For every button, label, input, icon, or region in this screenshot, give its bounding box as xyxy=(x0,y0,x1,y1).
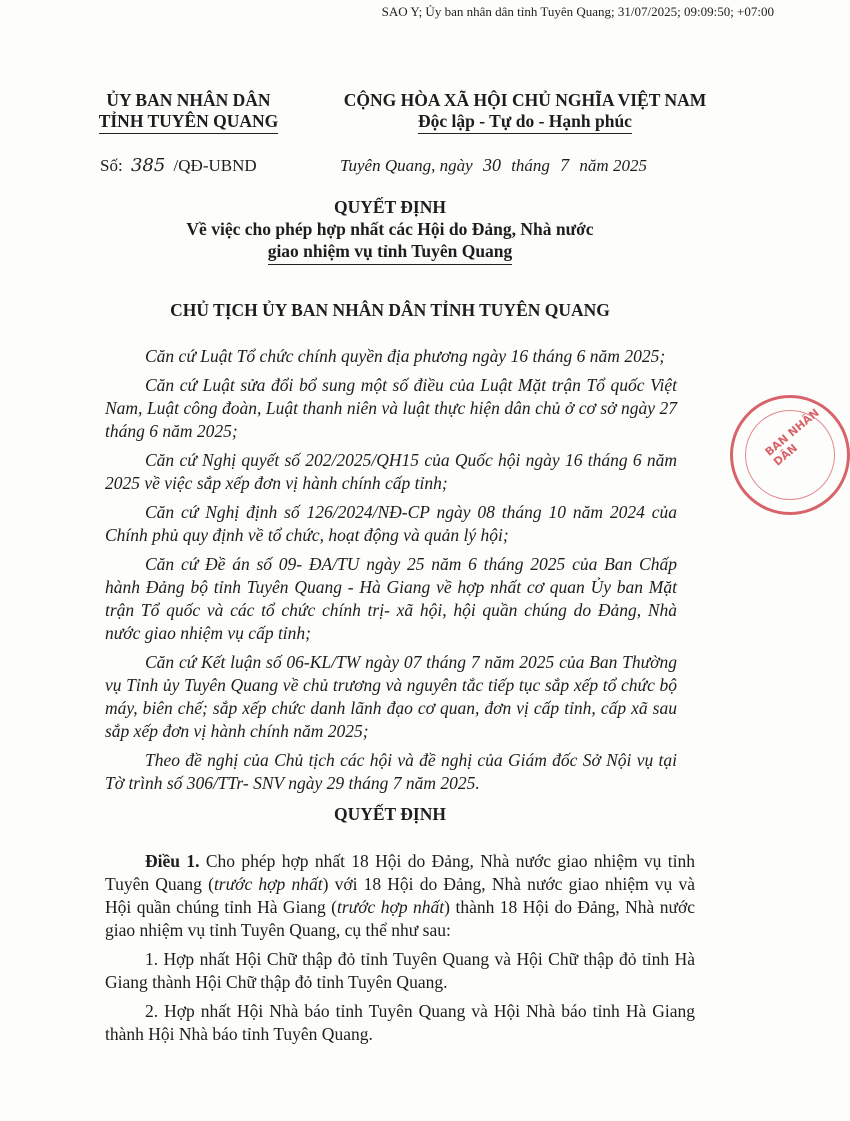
date-month: 7 xyxy=(560,155,570,175)
seal-text: BAN NHÂN DÂN xyxy=(762,406,822,469)
article-1-italic-a: trước hợp nhất xyxy=(213,874,323,894)
legal-basis xyxy=(105,345,677,801)
basis-paragraph: Căn cứ Kết luận số 06-KL/TW ngày 07 tháng 7 năm 2025 của Ban Thường vụ Tỉnh ủy Tuyên Quang về chủ trương và nguyên tắc tiếp tục sắp xếp tổ chức bộ máy, biên chế; sắp xếp chức danh lãnh đạo cơ quan, đơn vị cấp tỉnh, cấp xã sau sắp xếp đơn vị hành chính năm 2025; xyxy=(105,652,677,741)
document-title xyxy=(0,196,780,265)
basis-paragraph: Căn cứ Luật sửa đổi bổ sung một số điều của Luật Mặt trận Tổ quốc Việt Nam, Luật công đoàn, Luật thanh niên và luật thực hiện dân chủ ở cơ sở ngày 27 tháng 6 năm 2025; xyxy=(105,375,677,441)
doc-number-prefix: Số: xyxy=(100,156,123,175)
document-number xyxy=(100,155,257,176)
place-and-date xyxy=(340,155,647,176)
article-1-text-c: ) thành 18 Hội do Đảng, Nhà nước giao nhiệm vụ tỉnh Tuyên Quang, cụ thể như sau: xyxy=(105,897,695,940)
decision-heading: QUYẾT ĐỊNH xyxy=(334,804,446,824)
red-seal-stamp xyxy=(730,395,850,515)
decision-articles xyxy=(105,850,695,1052)
national-motto xyxy=(325,90,725,134)
title-line-3: giao nhiệm vụ tỉnh Tuyên Quang xyxy=(268,240,513,265)
article-1-italic-b: trước hợp nhất xyxy=(336,897,445,917)
article-1-label: Điều 1. xyxy=(145,851,200,871)
basis-paragraph: Căn cứ Luật Tổ chức chính quyền địa phương ngày 16 tháng 6 năm 2025; xyxy=(145,346,666,366)
date-day: 30 xyxy=(482,155,501,175)
doc-number-suffix: /QĐ-UBND xyxy=(173,156,257,175)
title-line-2: Về việc cho phép hợp nhất các Hội do Đảng, Nhà nước xyxy=(186,219,594,239)
place-label: Tuyên Quang, ngày xyxy=(340,156,473,175)
basis-paragraph: Căn cứ Đề án số 09- ĐA/TU ngày 25 năm 6 tháng 2025 của Ban Chấp hành Đảng bộ tỉnh Tuyên Quang - Hà Giang về hợp nhất cơ quan Ủy ban Mặt trận Tổ quốc và các tổ chức chính trị- xã hội, hội quần chúng do Đảng, Nhà nước giao nhiệm vụ cấp tỉnh; xyxy=(105,554,677,643)
nation-motto: Độc lập - Tự do - Hạnh phúc xyxy=(418,111,632,134)
month-label: tháng xyxy=(511,156,550,175)
authority-heading: CHỦ TỊCH ỦY BAN NHÂN DÂN TỈNH TUYÊN QUANG xyxy=(170,300,610,320)
digital-copy-stamp-line: SAO Y; Ủy ban nhân dân tỉnh Tuyên Quang; 31/07/2025; 09:09:50; +07:00 xyxy=(381,4,774,19)
issuing-agency xyxy=(86,90,291,134)
title-line-1: QUYẾT ĐỊNH xyxy=(334,197,446,217)
article-1-text-b: ) với 18 Hội do Đảng, Nhà nước giao nhiệm vụ và Hội quần chúng tỉnh Hà Giang ( xyxy=(105,874,695,917)
list-item: 1. Hợp nhất Hội Chữ thập đỏ tỉnh Tuyên Quang và Hội Chữ thập đỏ tỉnh Hà Giang thành Hội Chữ thập đỏ tỉnh Tuyên Quang. xyxy=(105,949,695,992)
basis-paragraph: Căn cứ Nghị định số 126/2024/NĐ-CP ngày 08 tháng 10 năm 2024 của Chính phủ quy định về tổ chức, hoạt động và quản lý hội; xyxy=(105,502,677,545)
year-label: năm 2025 xyxy=(579,156,647,175)
list-item: 2. Hợp nhất Hội Nhà báo tỉnh Tuyên Quang và Hội Nhà báo tỉnh Hà Giang thành Hội Nhà báo tỉnh Tuyên Quang. xyxy=(105,1001,695,1044)
nation-name: CỘNG HÒA XÃ HỘI CHỦ NGHĨA VIỆT NAM xyxy=(343,90,707,110)
agency-line-1: ỦY BAN NHÂN DÂN xyxy=(106,90,271,110)
article-1-text-a: Cho phép hợp nhất 18 Hội do Đảng, Nhà nước giao nhiệm vụ tỉnh Tuyên Quang ( xyxy=(105,851,695,894)
basis-paragraph: Theo đề nghị của Chủ tịch các hội và đề nghị của Giám đốc Sở Nội vụ tại Tờ trình số 306/TTr- SNV ngày 29 tháng 7 năm 2025. xyxy=(105,750,677,793)
basis-paragraph: Căn cứ Nghị quyết số 202/2025/QH15 của Quốc hội ngày 16 tháng 6 năm 2025 về việc sắp xếp đơn vị hành chính cấp tỉnh; xyxy=(105,450,677,493)
agency-line-2: TỈNH TUYÊN QUANG xyxy=(99,111,279,134)
doc-number-value: 385 xyxy=(130,155,166,176)
article-1 xyxy=(105,850,695,942)
